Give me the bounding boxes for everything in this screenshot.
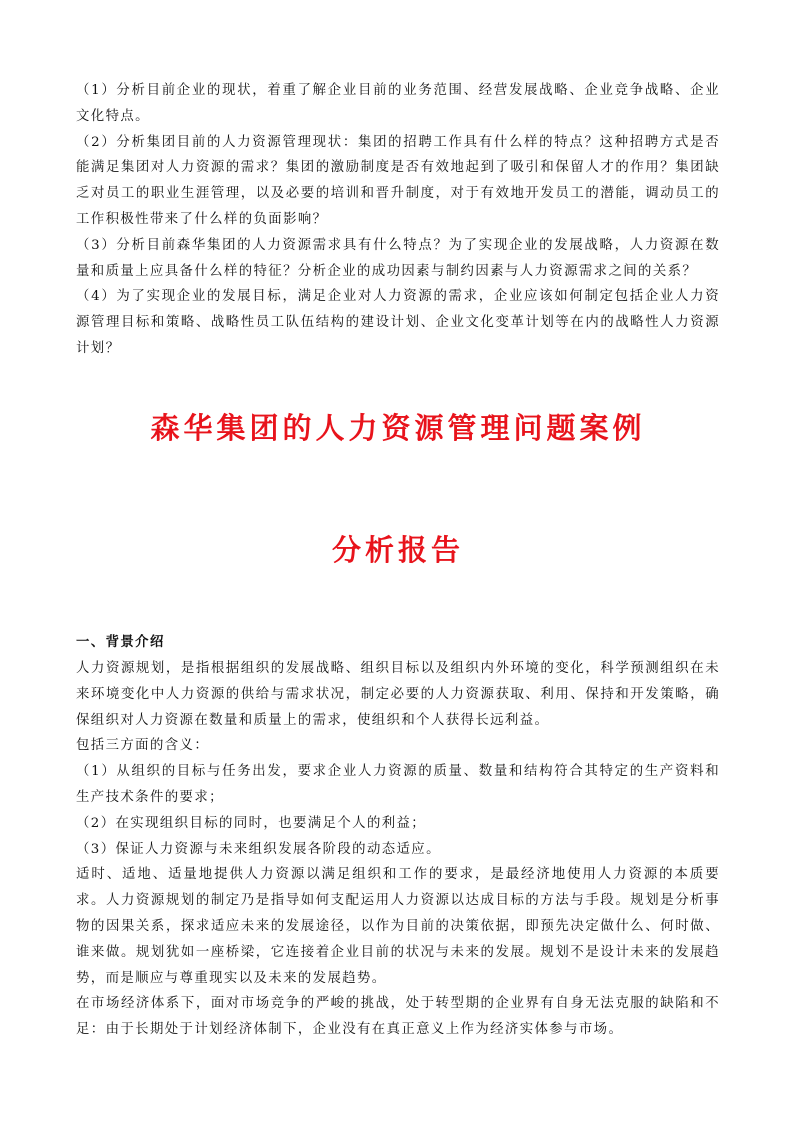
report-title: 森华集团的人力资源管理问题案例 [150,411,646,445]
section-paragraph: （1）从组织的目标与任务出发，要求企业人力资源的质量、数量和结构符合其特定的生产资料和生产技术条件的要求； [76,764,720,805]
section-paragraph: 适时、适地、适量地提供人力资源以满足组织和工作的要求，是最经济地使用人力资源的本质要求。人力资源规划的制定乃是指导如何支配运用人力资源以达成目标的方法与手段。规划是分析事物的因果关系，探求适应未来的发展途径，以作为目前的决策依据，即预先决定做什么、何时做、谁来做。规划犹如一座桥梁，它连接着企业目前的状况与未来的发展。规划不是设计未来的发展趋势，而是顺应与尊重现实以及未来的发展趋势。 [76,867,720,986]
section-paragraph: （2）在实现组织目标的同时，也要满足个人的利益； [76,815,427,831]
section-paragraph: 人力资源规划，是指根据组织的发展战略、组织目标以及组织内外环境的变化，科学预测组织在未来环境变化中人力资源的供给与需求状况，制定必要的人力资源获取、利用、保持和开发策略，确保组织对人力资源在数量和质量上的需求，使组织和个人获得长远利益。 [76,661,720,728]
analysis-questions [76,78,720,362]
question-1: （1）分析目前企业的现状，着重了解企业目前的业务范围、经营发展战略、企业竞争战略、企业文化特点。 [76,83,720,124]
section-paragraph: （3）保证人力资源与未来组织发展各阶段的动态适应。 [76,841,441,857]
section-paragraph: 在市场经济体系下，面对市场竞争的严峻的挑战，处于转型期的企业界有自身无法克服的缺陷和不足：由于长期处于计划经济体制下，企业没有在真正意义上作为经济实体参与市场。 [76,996,720,1038]
question-2: （2）分析集团目前的人力资源管理现状：集团的招聘工作具有什么样的特点？这种招聘方式是否能满足集团对人力资源的需求？集团的激励制度是否有效地起到了吸引和保留人才的作用？集团缺乏对员工的职业生涯管理，以及必要的培训和晋升制度，对于有效地开发员工的潜能，调动员工的工作积极性带来了什么样的负面影响？ [76,134,720,227]
question-4: （4）为了实现企业的发展目标，满足企业对人力资源的需求，企业应该如何制定包括企业人力资源管理目标和策略、战略性员工队伍结构的建设计划、企业文化变革计划等在内的战略性人力资源计划？ [76,289,720,356]
question-3: （3）分析目前森华集团的人力资源需求具有什么特点？为了实现企业的发展战略，人力资源在数量和质量上应具备什么样的特征？分析企业的成功因素与制约因素与人力资源需求之间的关系？ [76,237,720,279]
section-paragraph: 包括三方面的含义： [76,738,210,754]
section-background [76,630,720,1043]
section-heading: 一、背景介绍 [76,634,165,650]
report-subtitle: 分析报告 [331,533,464,567]
